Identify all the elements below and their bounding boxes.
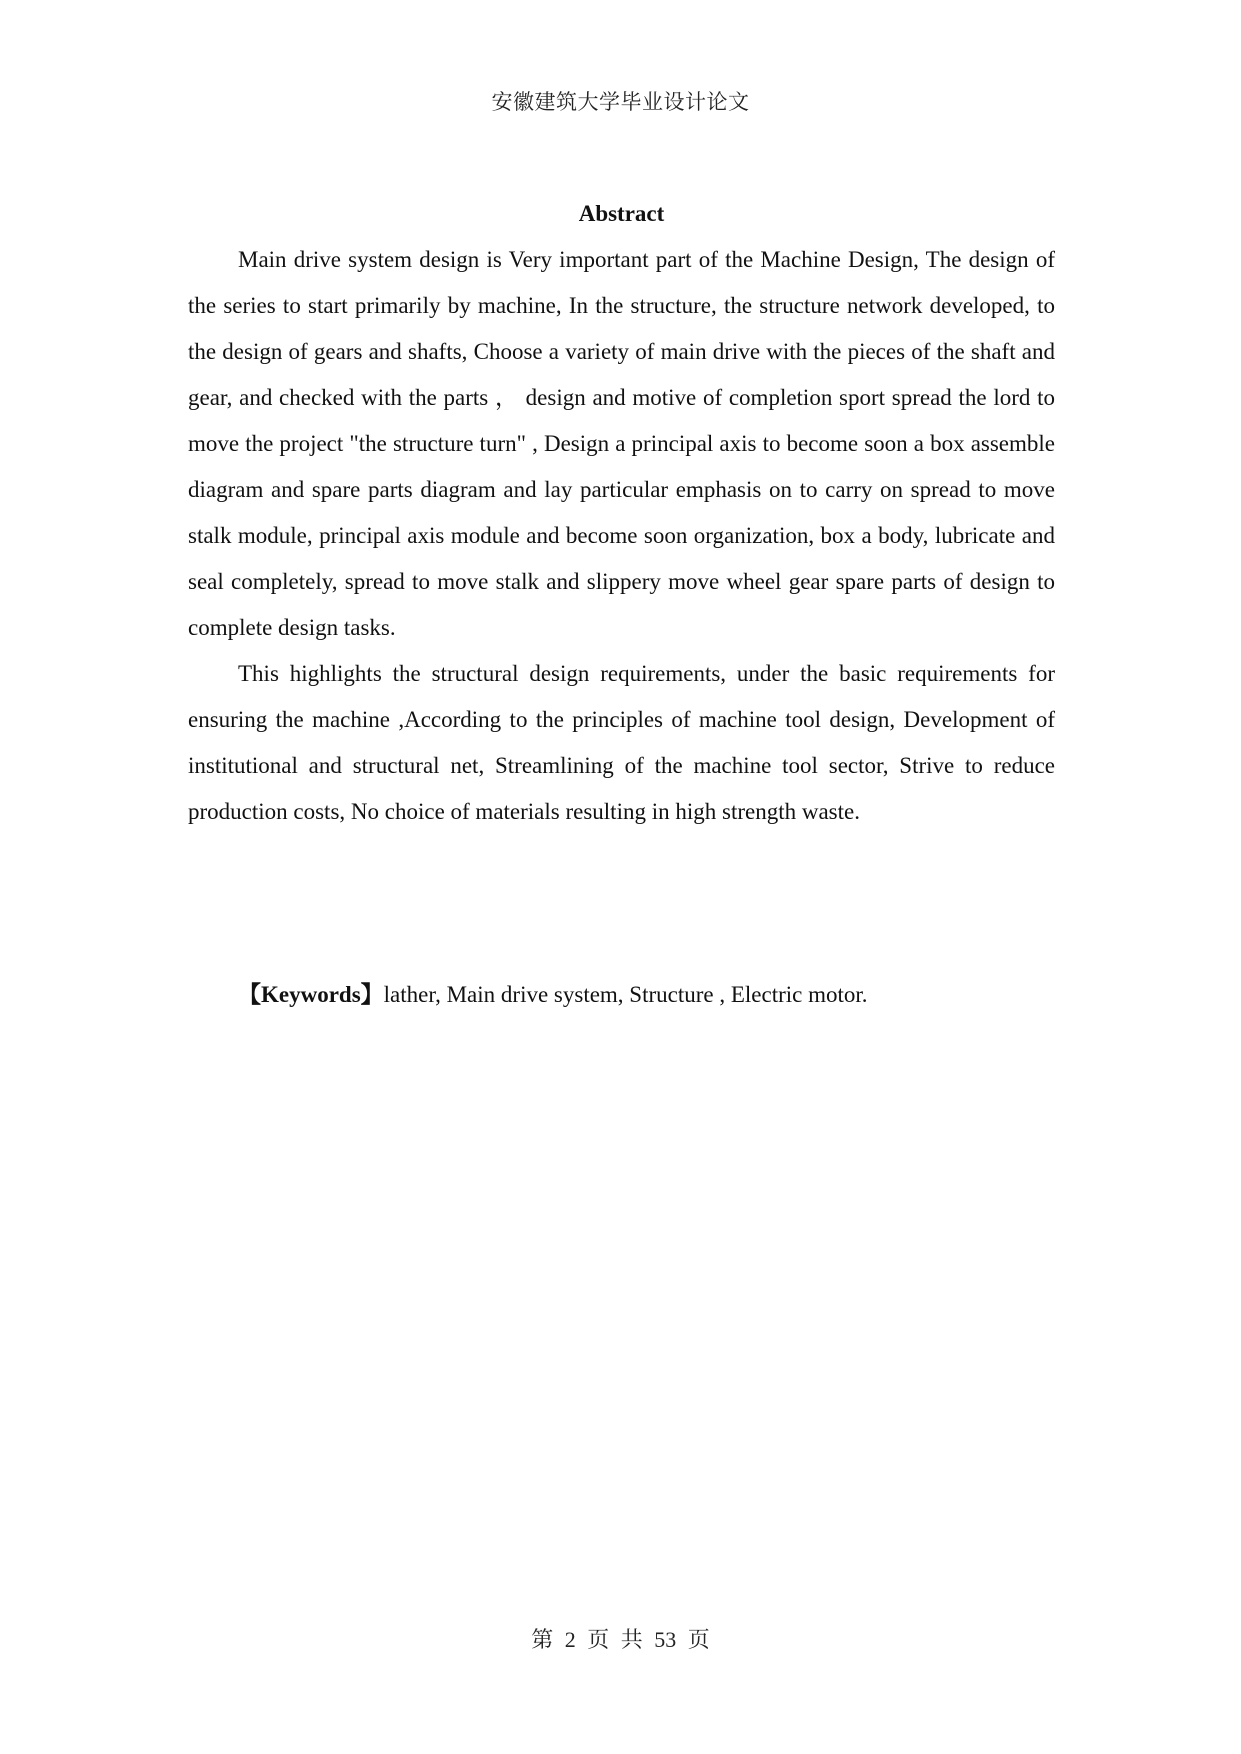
- keywords-line: [188, 972, 1055, 1018]
- keywords-label: 【Keywords】: [238, 982, 384, 1007]
- abstract-paragraph-1: Main drive system design is Very important part of the Machine Design, The design of the series to start primarily by machine, In the structure, the structure network developed, to the design of gears and shafts, Choose a variety of main drive with the pieces of the shaft and gear, and checked with the parts ， design and motive of completion sport spread the lord to move the project "the structure turn" , Design a principal axis to become soon a box assemble diagram and spare parts diagram and lay particular emphasis on to carry on spread to move stalk module, principal axis module and become soon organization, box a body, lubricate and seal completely, spread to move stalk and slippery move wheel gear spare parts of design to complete design tasks.: [188, 247, 1055, 640]
- page-header: 安徽建筑大学毕业设计论文: [491, 90, 750, 114]
- page-number-footer: 第 2 页 共 53 页: [531, 1627, 710, 1652]
- abstract-paragraph-2: This highlights the structural design requirements, under the basic requirements for ensuring the machine ,According to the principles of machine tool design, Development of institutional and structural net, Streamlining of the machine tool sector, Strive to reduce production costs, No choice of materials resulting in high strength waste.: [188, 661, 1055, 824]
- abstract-body: [188, 237, 1055, 835]
- abstract-title: Abstract: [578, 201, 665, 226]
- keywords-text: lather, Main drive system, Structure , Electric motor.: [383, 982, 868, 1007]
